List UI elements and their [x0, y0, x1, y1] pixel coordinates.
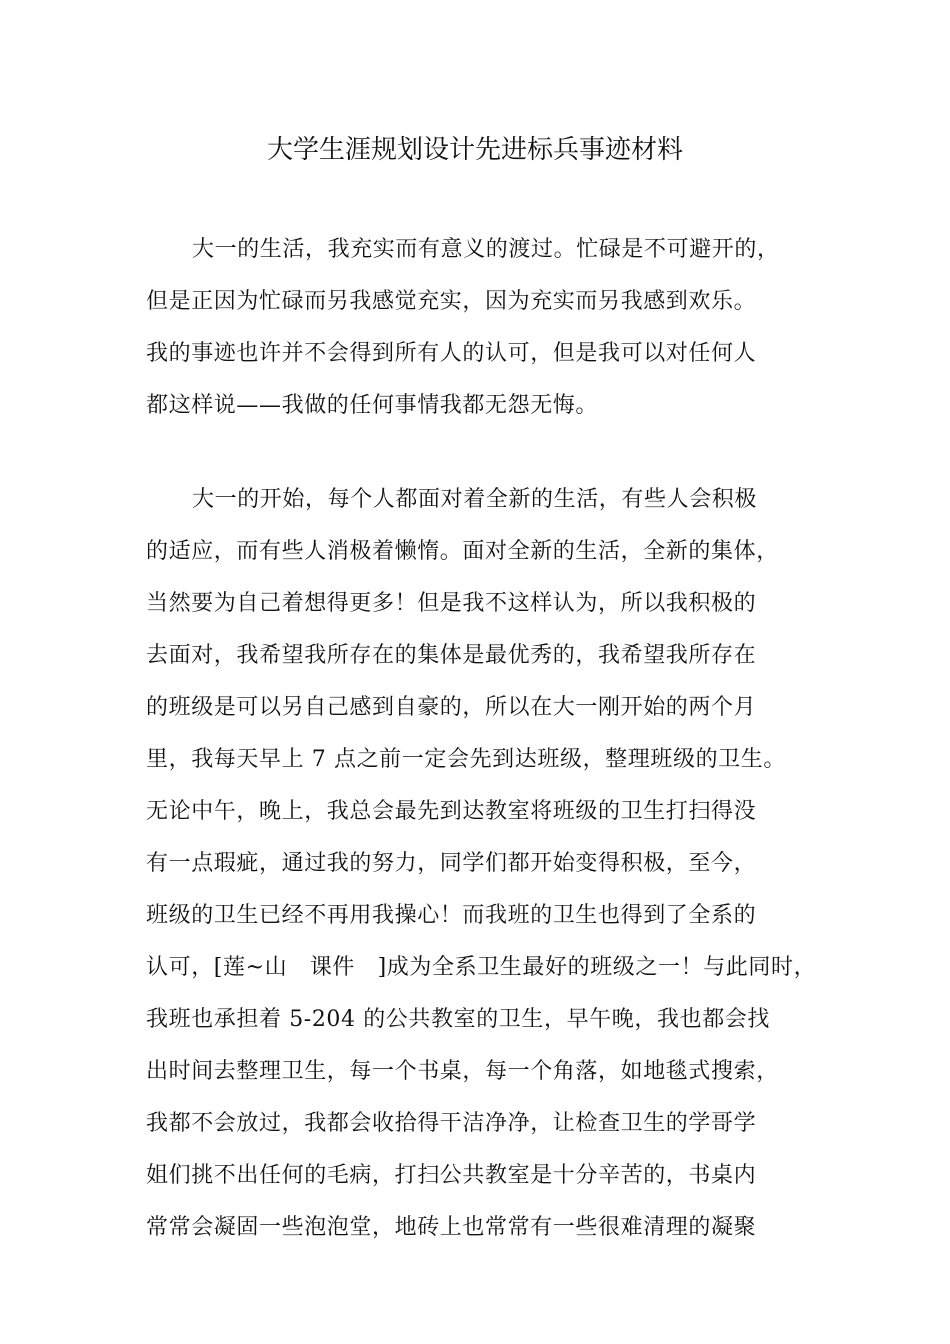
- paragraph-line: 班级的卫生已经不再用我操心！而我班的卫生也得到了全系的: [146, 903, 757, 928]
- paragraph-line: 我都不会放过，我都会收拾得干洁净净，让检查卫生的学哥学: [146, 1111, 757, 1136]
- paragraph-line: 当然要为自己着想得更多！但是我不这样认为，所以我积极的: [146, 591, 757, 616]
- document-title: 大学生涯规划设计先进标兵事迹材料: [266, 135, 683, 165]
- paragraph-1: [146, 224, 826, 432]
- paragraph-line: 去面对，我希望我所存在的集体是最优秀的，我希望我所存在: [146, 643, 757, 668]
- paragraph-line: 常常会凝固一些泡泡堂，地砖上也常常有一些很难清理的凝聚: [146, 1215, 757, 1240]
- paragraph-line: 我班也承担着 5-204 的公共教室的卫生，早午晚，我也都会找: [146, 1007, 771, 1032]
- paragraph-line: 我的事迹也许并不会得到所有人的认可，但是我可以对任何人: [146, 341, 757, 366]
- paragraph-2: [146, 474, 826, 1254]
- paragraph-line: 都这样说——我做的任何事情我都无怨无悔。: [146, 393, 599, 418]
- paragraph-line: 无论中午，晚上，我总会最先到达教室将班级的卫生打扫得没: [146, 799, 757, 824]
- paragraph-line: 的适应，而有些人消极着懒惰。面对全新的生活，全新的集体，: [146, 539, 779, 564]
- paragraph-line: 里，我每天早上 7 点之前一定会先到达班级，整理班级的卫生。: [146, 747, 786, 772]
- paragraph-line: 有一点瑕疵，通过我的努力，同学们都开始变得积极，至今，: [146, 851, 757, 876]
- paragraph-line: 认可，[莲~山 课件 ]成为全系卫生最好的班级之一！与此同时，: [146, 955, 817, 980]
- paragraph-line: 大一的开始，每个人都面对着全新的生活，有些人会积极: [192, 487, 758, 512]
- paragraph-line: 出时间去整理卫生，每一个书桌，每一个角落，如地毯式搜索，: [146, 1059, 779, 1084]
- paragraph-line: 姐们挑不出任何的毛病，打扫公共教室是十分辛苦的，书桌内: [146, 1163, 757, 1188]
- paragraph-line: 的班级是可以另自己感到自豪的，所以在大一刚开始的两个月: [146, 695, 757, 720]
- paragraph-line: 但是正因为忙碌而另我感觉充实，因为充实而另我感到欢乐。: [146, 289, 757, 314]
- paragraph-line: 大一的生活，我充实而有意义的渡过。忙碌是不可避开的，: [192, 237, 780, 262]
